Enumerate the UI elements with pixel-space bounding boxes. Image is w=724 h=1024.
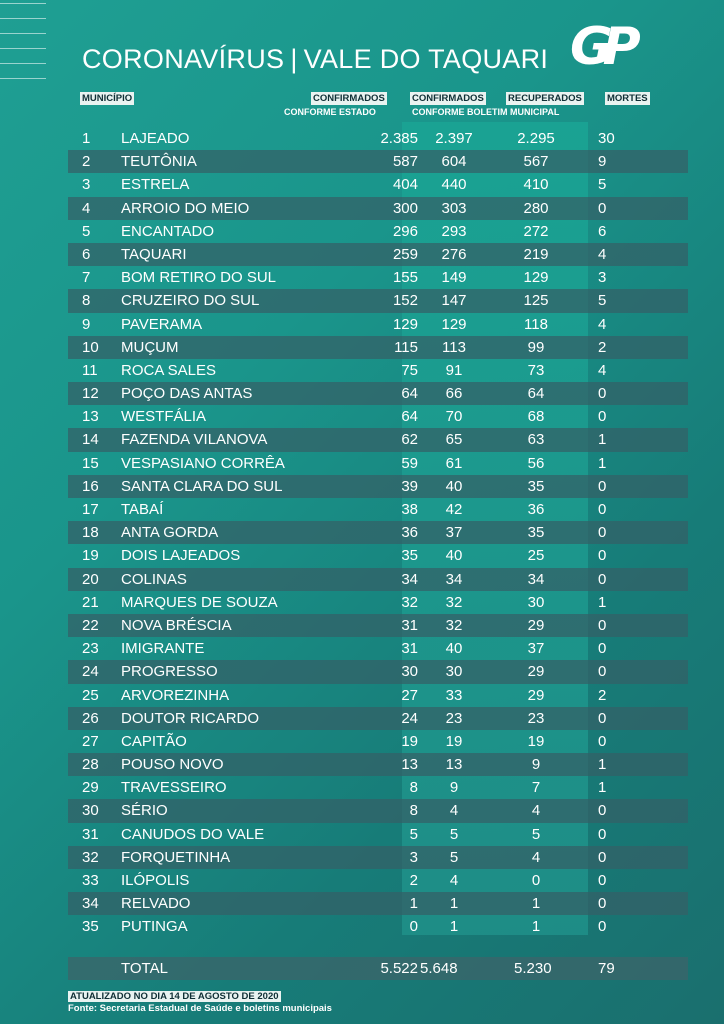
mortes: 1 bbox=[598, 593, 607, 611]
row-number: 23 bbox=[82, 640, 99, 658]
confirmados-estado: 1 bbox=[409, 895, 418, 913]
table-row bbox=[68, 173, 688, 196]
header-confirmados-estado: CONFIRMADOS bbox=[313, 93, 385, 104]
recuperados: 2.295 bbox=[517, 130, 555, 147]
table-row bbox=[68, 150, 688, 173]
row-number: 35 bbox=[82, 918, 99, 936]
mortes: 0 bbox=[598, 663, 607, 681]
confirmados-boletim: 32 bbox=[445, 616, 463, 634]
municipio-name: IMIGRANTE bbox=[121, 640, 205, 658]
confirmados-boletim: 65 bbox=[445, 431, 463, 449]
row-number: 32 bbox=[82, 848, 99, 866]
row-number: 33 bbox=[82, 872, 99, 889]
municipio-name: ENCANTADO bbox=[121, 222, 215, 240]
row-number: 7 bbox=[82, 269, 91, 287]
row-number: 30 bbox=[82, 802, 99, 820]
confirmados-estado: 8 bbox=[409, 802, 418, 820]
title-left: CORONAVÍRUS bbox=[82, 44, 285, 74]
recuperados: 35 bbox=[527, 524, 545, 542]
municipio-name: POUSO NOVO bbox=[121, 756, 224, 774]
mortes: 0 bbox=[598, 616, 607, 634]
mortes: 1 bbox=[598, 431, 607, 449]
confirmados-boletim: 66 bbox=[445, 385, 463, 403]
municipio-name: DOUTOR RICARDO bbox=[121, 709, 260, 727]
municipio-name: SÉRIO bbox=[121, 802, 168, 820]
table-row bbox=[68, 382, 688, 405]
confirmados-boletim: 5 bbox=[449, 848, 459, 866]
recuperados: 64 bbox=[527, 385, 545, 403]
recuperados: 99 bbox=[527, 338, 545, 356]
mortes: 0 bbox=[598, 408, 607, 426]
confirmados-boletim: 2.397 bbox=[435, 130, 473, 147]
confirmados-boletim: 19 bbox=[445, 732, 463, 750]
mortes: 2 bbox=[598, 686, 607, 704]
mortes: 5 bbox=[598, 176, 607, 194]
mortes: 1 bbox=[598, 454, 607, 472]
confirmados-estado: 38 bbox=[401, 501, 418, 518]
confirmados-estado: 5 bbox=[409, 825, 418, 843]
mortes: 2 bbox=[598, 338, 607, 356]
recuperados: 29 bbox=[527, 663, 545, 681]
row-number: 10 bbox=[82, 338, 99, 356]
recuperados: 280 bbox=[523, 199, 549, 217]
municipio-name: ANTA GORDA bbox=[121, 524, 219, 542]
row-number: 5 bbox=[82, 222, 91, 240]
confirmados-estado: 30 bbox=[401, 663, 418, 681]
municipio-name: TAQUARI bbox=[121, 245, 187, 263]
row-number: 18 bbox=[82, 524, 99, 542]
confirmados-boletim: 149 bbox=[441, 269, 467, 287]
table-row bbox=[68, 220, 688, 243]
mortes: 0 bbox=[598, 825, 607, 843]
mortes: 1 bbox=[598, 779, 607, 797]
confirmados-estado: 64 bbox=[401, 408, 418, 426]
mortes: 0 bbox=[598, 640, 607, 658]
recuperados: 0 bbox=[531, 872, 541, 889]
table-row bbox=[68, 591, 688, 614]
recuperados: 29 bbox=[527, 686, 545, 704]
recuperados: 9 bbox=[531, 756, 541, 774]
recuperados: 1 bbox=[531, 895, 541, 913]
confirmados-estado: 59 bbox=[401, 454, 418, 472]
municipio-name: CRUZEIRO DO SUL bbox=[121, 292, 260, 310]
table-row bbox=[68, 568, 688, 591]
confirmados-estado: 296 bbox=[392, 222, 418, 240]
recuperados: 125 bbox=[523, 292, 549, 310]
row-number: 24 bbox=[82, 663, 99, 681]
table-row bbox=[68, 637, 688, 660]
total-boletim: 5.648 bbox=[420, 960, 458, 977]
confirmados-boletim: 276 bbox=[441, 245, 467, 263]
total-recuperados: 5.230 bbox=[514, 960, 552, 977]
logo-text: GP bbox=[570, 17, 631, 77]
table-row bbox=[68, 313, 688, 336]
row-number: 6 bbox=[82, 245, 91, 263]
recuperados: 36 bbox=[527, 501, 545, 518]
mortes: 0 bbox=[598, 199, 607, 217]
table-row bbox=[68, 614, 688, 637]
row-number: 21 bbox=[82, 593, 99, 611]
confirmados-boletim: 1 bbox=[449, 918, 459, 936]
municipio-name: TRAVESSEIRO bbox=[121, 779, 227, 797]
table-row bbox=[68, 127, 688, 150]
confirmados-boletim: 9 bbox=[449, 779, 459, 797]
recuperados: 219 bbox=[523, 245, 549, 263]
mortes: 0 bbox=[598, 802, 607, 820]
confirmados-boletim: 113 bbox=[442, 338, 466, 356]
recuperados: 4 bbox=[531, 802, 541, 820]
confirmados-estado: 19 bbox=[401, 732, 418, 750]
row-number: 13 bbox=[82, 408, 99, 426]
confirmados-estado: 75 bbox=[401, 361, 418, 379]
municipio-name: POÇO DAS ANTAS bbox=[121, 385, 253, 403]
municipio-name: TABAÍ bbox=[121, 501, 164, 518]
mortes: 0 bbox=[598, 570, 607, 588]
total-row bbox=[68, 957, 688, 980]
row-number: 14 bbox=[82, 431, 99, 449]
mortes: 0 bbox=[598, 709, 607, 727]
confirmados-estado: 587 bbox=[392, 153, 418, 171]
mortes: 1 bbox=[598, 756, 607, 774]
mortes: 0 bbox=[598, 385, 607, 403]
recuperados: 118 bbox=[524, 315, 548, 333]
confirmados-boletim: 5 bbox=[449, 825, 459, 843]
municipio-name: LAJEADO bbox=[121, 130, 190, 147]
confirmados-boletim: 147 bbox=[441, 292, 467, 310]
updated-note: ATUALIZADO NO DIA 14 DE AGOSTO DE 2020 bbox=[70, 991, 279, 1002]
confirmados-boletim: 33 bbox=[445, 686, 463, 704]
mortes: 0 bbox=[598, 524, 607, 542]
recuperados: 5 bbox=[531, 825, 541, 843]
table-row bbox=[68, 846, 688, 869]
table-row bbox=[68, 823, 688, 846]
municipio-name: FORQUETINHA bbox=[121, 848, 231, 866]
confirmados-estado: 2 bbox=[409, 872, 418, 889]
municipio-name: DOIS LAJEADOS bbox=[121, 547, 241, 565]
confirmados-boletim: 30 bbox=[445, 663, 463, 681]
confirmados-estado: 27 bbox=[401, 686, 418, 704]
mortes: 4 bbox=[598, 245, 607, 263]
confirmados-estado: 155 bbox=[392, 269, 418, 287]
confirmados-estado: 24 bbox=[401, 709, 418, 727]
municipio-name: CAPITÃO bbox=[121, 732, 187, 750]
municipio-name: BOM RETIRO DO SUL bbox=[121, 269, 277, 287]
confirmados-estado: 32 bbox=[401, 593, 418, 611]
municipio-name: RELVADO bbox=[121, 895, 191, 913]
confirmados-estado: 35 bbox=[401, 547, 418, 565]
row-number: 27 bbox=[82, 732, 99, 750]
row-number: 22 bbox=[82, 616, 99, 634]
row-number: 3 bbox=[82, 176, 91, 194]
mortes: 6 bbox=[598, 222, 607, 240]
mortes: 0 bbox=[598, 547, 607, 565]
table-row bbox=[68, 660, 688, 683]
header-recuperados: RECUPERADOS bbox=[508, 93, 582, 104]
row-number: 20 bbox=[82, 570, 99, 588]
recuperados: 25 bbox=[527, 547, 545, 565]
table-row bbox=[68, 869, 688, 892]
page-title bbox=[82, 44, 548, 75]
recuperados: 63 bbox=[527, 431, 545, 449]
municipio-name: ROCA SALES bbox=[121, 361, 217, 379]
recuperados: 23 bbox=[527, 709, 545, 727]
row-number: 11 bbox=[82, 361, 98, 379]
header-municipio: MUNICÍPIO bbox=[82, 93, 133, 104]
table-row bbox=[68, 915, 688, 938]
confirmados-boletim: 91 bbox=[445, 361, 463, 379]
confirmados-boletim: 34 bbox=[445, 570, 463, 588]
municipio-name: NOVA BRÉSCIA bbox=[121, 616, 232, 634]
municipio-name: SANTA CLARA DO SUL bbox=[121, 477, 283, 495]
confirmados-estado: 300 bbox=[392, 199, 418, 217]
table-row bbox=[68, 684, 688, 707]
title-right: VALE DO TAQUARI bbox=[303, 44, 549, 74]
row-number: 16 bbox=[82, 477, 99, 495]
row-number: 4 bbox=[82, 199, 91, 217]
total-label: TOTAL bbox=[121, 960, 168, 977]
recuperados: 68 bbox=[527, 408, 545, 426]
confirmados-boletim: 303 bbox=[441, 199, 467, 217]
confirmados-estado: 259 bbox=[392, 245, 418, 263]
row-number: 15 bbox=[82, 454, 99, 472]
table-row bbox=[68, 428, 688, 451]
source-note: Fonte: Secretaria Estadual de Saúde e boletins municipais bbox=[68, 1003, 332, 1014]
mortes: 30 bbox=[598, 130, 615, 147]
header-confirmados-boletim: CONFIRMADOS bbox=[412, 93, 484, 104]
confirmados-boletim: 61 bbox=[445, 454, 463, 472]
table-row bbox=[68, 730, 688, 753]
municipio-name: PUTINGA bbox=[121, 918, 188, 936]
municipio-name: PROGRESSO bbox=[121, 663, 218, 681]
table-row bbox=[68, 266, 688, 289]
table-row bbox=[68, 498, 688, 521]
mortes: 3 bbox=[598, 269, 607, 287]
row-number: 12 bbox=[82, 385, 99, 403]
table-row bbox=[68, 475, 688, 498]
municipio-name: VESPASIANO CORRÊA bbox=[121, 454, 285, 472]
confirmados-estado: 8 bbox=[409, 779, 418, 797]
header-conforme-estado: CONFORME ESTADO bbox=[284, 107, 376, 117]
table-row bbox=[68, 289, 688, 312]
confirmados-estado: 152 bbox=[392, 292, 418, 310]
confirmados-boletim: 440 bbox=[441, 176, 467, 194]
row-number: 34 bbox=[82, 895, 99, 913]
table-row bbox=[68, 405, 688, 428]
recuperados: 1 bbox=[531, 918, 541, 936]
row-number: 8 bbox=[82, 292, 91, 310]
municipio-name: MUÇUM bbox=[121, 338, 179, 356]
confirmados-boletim: 70 bbox=[445, 408, 463, 426]
municipio-name: WESTFÁLIA bbox=[121, 408, 207, 426]
municipio-name: ARROIO DO MEIO bbox=[121, 199, 250, 217]
confirmados-estado: 64 bbox=[401, 385, 418, 403]
data-table bbox=[68, 127, 688, 939]
confirmados-boletim: 40 bbox=[445, 640, 463, 658]
municipio-name: FAZENDA VILANOVA bbox=[121, 431, 268, 449]
row-number: 31 bbox=[82, 825, 99, 843]
municipio-name: MARQUES DE SOUZA bbox=[121, 593, 278, 611]
row-number: 28 bbox=[82, 756, 99, 774]
recuperados: 30 bbox=[527, 593, 545, 611]
confirmados-estado: 129 bbox=[392, 315, 418, 333]
confirmados-estado: 36 bbox=[401, 524, 418, 542]
recuperados: 129 bbox=[523, 269, 549, 287]
municipio-name: COLINAS bbox=[121, 570, 187, 588]
mortes: 0 bbox=[598, 872, 607, 889]
recuperados: 56 bbox=[527, 454, 545, 472]
municipio-name: PAVERAMA bbox=[121, 315, 203, 333]
confirmados-boletim: 40 bbox=[445, 477, 463, 495]
row-number: 25 bbox=[82, 686, 99, 704]
row-number: 9 bbox=[82, 315, 91, 333]
row-number: 29 bbox=[82, 779, 99, 797]
municipio-name: ILÓPOLIS bbox=[121, 872, 190, 889]
mortes: 0 bbox=[598, 895, 607, 913]
recuperados: 19 bbox=[527, 732, 545, 750]
confirmados-estado: 31 bbox=[401, 640, 418, 658]
confirmados-boletim: 37 bbox=[445, 524, 463, 542]
recuperados: 272 bbox=[523, 222, 549, 240]
recuperados: 567 bbox=[523, 153, 549, 171]
confirmados-estado: 34 bbox=[401, 570, 418, 588]
left-decorative-lines bbox=[0, 0, 46, 1024]
confirmados-boletim: 4 bbox=[449, 802, 459, 820]
header-conforme-boletim: CONFORME BOLETIM MUNICIPAL bbox=[412, 107, 560, 117]
confirmados-boletim: 32 bbox=[445, 593, 463, 611]
confirmados-estado: 0 bbox=[409, 918, 418, 936]
table-row bbox=[68, 336, 688, 359]
confirmados-boletim: 293 bbox=[441, 222, 467, 240]
mortes: 0 bbox=[598, 501, 607, 518]
header-mortes: MORTES bbox=[607, 93, 648, 104]
table-row bbox=[68, 544, 688, 567]
recuperados: 410 bbox=[523, 176, 549, 194]
row-number: 26 bbox=[82, 709, 99, 727]
row-number: 1 bbox=[82, 130, 91, 147]
confirmados-boletim: 13 bbox=[445, 756, 463, 774]
mortes: 4 bbox=[598, 361, 607, 379]
gp-logo bbox=[570, 17, 660, 77]
confirmados-estado: 13 bbox=[401, 756, 418, 774]
row-number: 17 bbox=[82, 501, 99, 518]
recuperados: 4 bbox=[531, 848, 541, 866]
recuperados: 73 bbox=[527, 361, 545, 379]
confirmados-boletim: 42 bbox=[445, 501, 463, 518]
confirmados-estado: 31 bbox=[401, 616, 418, 634]
table-row bbox=[68, 892, 688, 915]
table-row bbox=[68, 452, 688, 475]
mortes: 0 bbox=[598, 732, 607, 750]
confirmados-estado: 39 bbox=[401, 477, 418, 495]
recuperados: 35 bbox=[527, 477, 545, 495]
total-mortes: 79 bbox=[598, 960, 615, 977]
mortes: 0 bbox=[598, 477, 607, 495]
confirmados-estado: 115 bbox=[394, 338, 418, 356]
confirmados-estado: 3 bbox=[409, 848, 418, 866]
total-estado: 5.522 bbox=[380, 960, 418, 977]
confirmados-boletim: 23 bbox=[445, 709, 463, 727]
confirmados-boletim: 1 bbox=[449, 895, 459, 913]
title-separator: | bbox=[290, 44, 298, 74]
confirmados-boletim: 129 bbox=[441, 315, 467, 333]
row-number: 19 bbox=[82, 547, 99, 565]
mortes: 5 bbox=[598, 292, 607, 310]
recuperados: 34 bbox=[527, 570, 545, 588]
mortes: 0 bbox=[598, 848, 607, 866]
confirmados-estado: 62 bbox=[401, 431, 418, 449]
mortes: 0 bbox=[598, 918, 607, 936]
municipio-name: TEUTÔNIA bbox=[121, 153, 197, 171]
table-row bbox=[68, 521, 688, 544]
mortes: 4 bbox=[598, 315, 607, 333]
table-row bbox=[68, 243, 688, 266]
confirmados-boletim: 604 bbox=[441, 153, 467, 171]
table-row bbox=[68, 776, 688, 799]
table-row bbox=[68, 359, 688, 382]
table-row bbox=[68, 753, 688, 776]
mortes: 9 bbox=[598, 153, 607, 171]
table-row bbox=[68, 799, 688, 822]
confirmados-boletim: 4 bbox=[449, 872, 459, 889]
confirmados-boletim: 40 bbox=[445, 547, 463, 565]
recuperados: 29 bbox=[527, 616, 545, 634]
municipio-name: ESTRELA bbox=[121, 176, 190, 194]
recuperados: 37 bbox=[527, 640, 545, 658]
confirmados-estado: 2.385 bbox=[380, 130, 418, 147]
municipio-name: CANUDOS DO VALE bbox=[121, 825, 265, 843]
recuperados: 7 bbox=[531, 779, 541, 797]
table-row bbox=[68, 197, 688, 220]
municipio-name: ARVOREZINHA bbox=[121, 686, 230, 704]
table-row bbox=[68, 707, 688, 730]
confirmados-estado: 404 bbox=[392, 176, 418, 194]
row-number: 2 bbox=[82, 153, 91, 171]
